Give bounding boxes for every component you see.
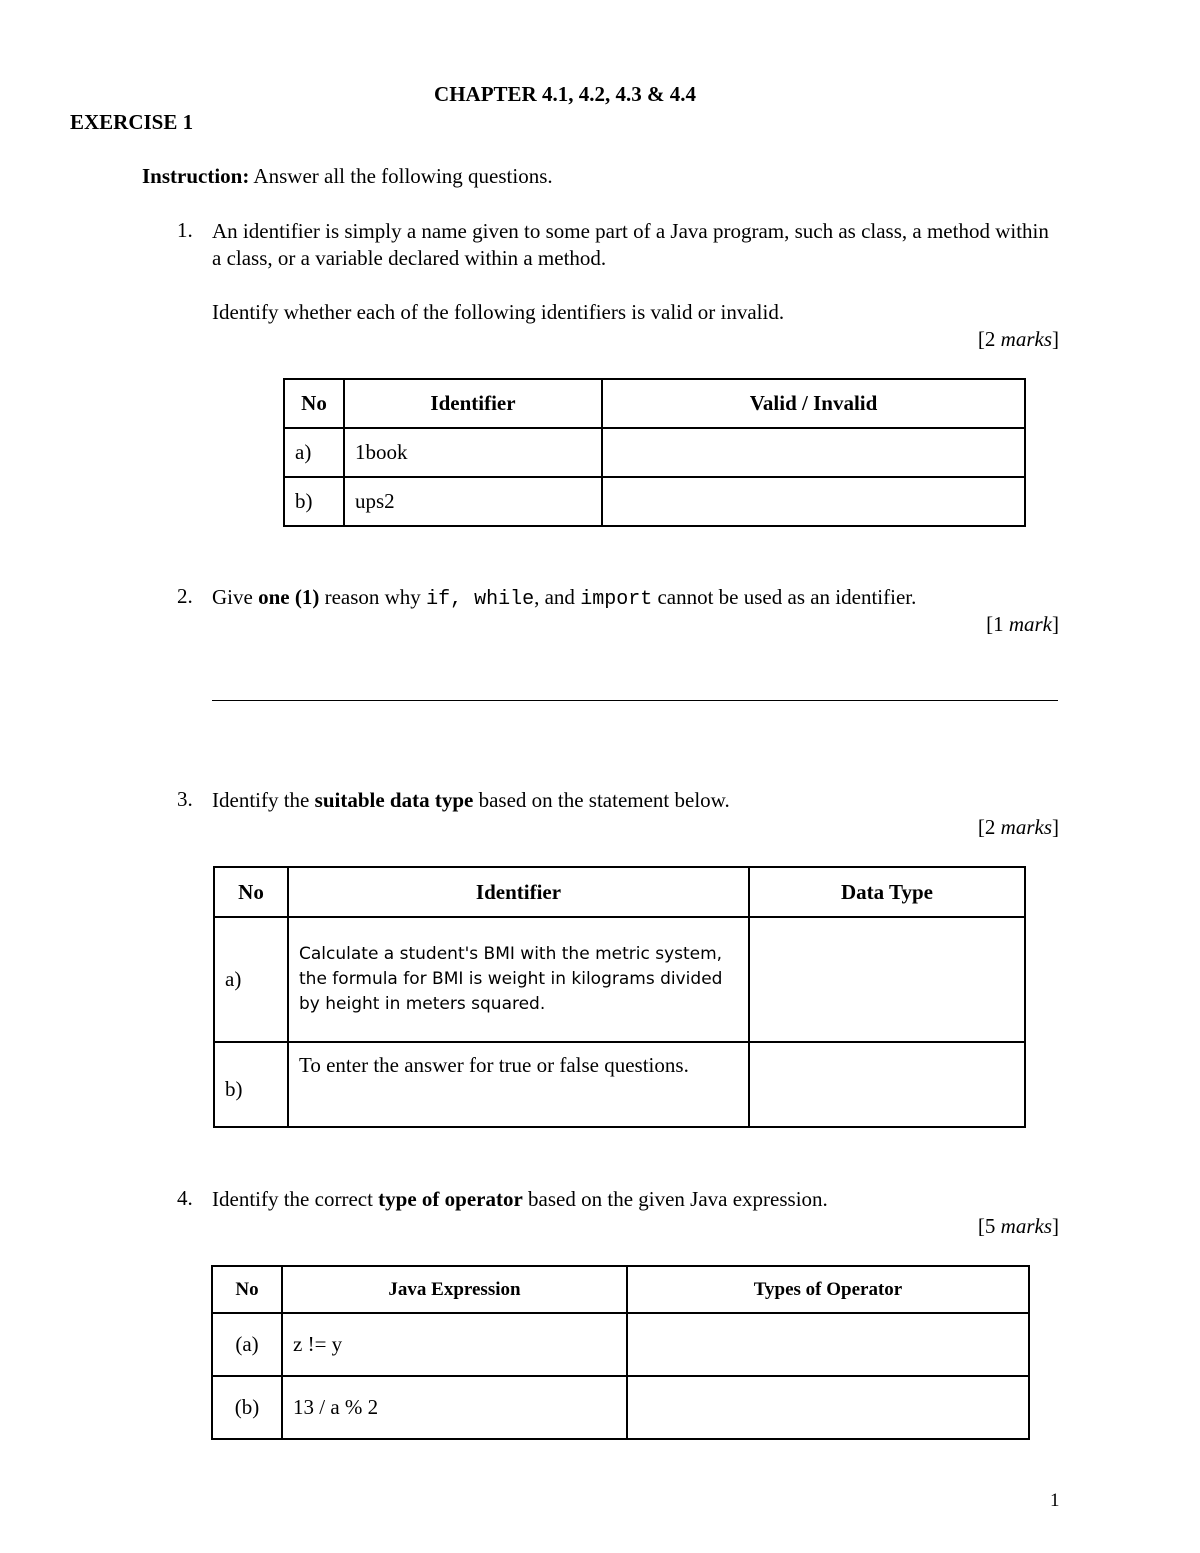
row-no: b) (284, 477, 344, 526)
row-identifier: Calculate a student's BMI with the metric system, the formula for BMI is weight in kilograms divided by height in meters squared. (299, 944, 723, 1014)
q3-table (213, 866, 1026, 1128)
q3-bold: suitable data type (314, 788, 474, 812)
row-expression: z != y (282, 1313, 627, 1376)
q1-text: An identifier is simply a name given to some part of a Java program, such as class, a method within a class, or a variable declared within a method. (212, 219, 1049, 270)
table-row (284, 428, 1025, 477)
row-identifier: 1book (344, 428, 602, 477)
header-no: No (214, 867, 288, 917)
header-valid-invalid: Valid / Invalid (602, 379, 1025, 428)
table-header-row (214, 867, 1025, 917)
q2-post: cannot be used as an identifier. (652, 585, 917, 609)
answer-cell[interactable] (602, 428, 1025, 477)
q3-marks-word: marks (1000, 815, 1052, 839)
q4-pre: Identify the correct (212, 1187, 379, 1211)
table-row (212, 1376, 1029, 1439)
header-java-expression: Java Expression (282, 1266, 627, 1313)
q3-marks-num: 2 (984, 815, 996, 839)
row-identifier: To enter the answer for true or false questions. (288, 1042, 749, 1127)
q4-table (211, 1265, 1030, 1440)
table-header-row (212, 1266, 1029, 1313)
q3-marks: [2 marks] (977, 815, 1059, 839)
exercise-title: EXERCISE 1 (70, 110, 194, 134)
header-types-of-operator: Types of Operator (627, 1266, 1029, 1313)
q3-pre: Identify the (212, 788, 315, 812)
header-identifier: Identifier (344, 379, 602, 428)
instruction-text: Answer all the following questions. (249, 164, 553, 188)
q4-text (212, 1186, 1062, 1213)
row-no: a) (284, 428, 344, 477)
table-row (214, 1042, 1025, 1127)
keyword-if: if, (426, 588, 463, 611)
q4-marks-num: 5 (984, 1214, 996, 1238)
header-identifier: Identifier (288, 867, 749, 917)
q3-post: based on the statement below. (473, 788, 730, 812)
instruction-label: Instruction: (142, 164, 250, 188)
header-no: No (212, 1266, 282, 1313)
instruction (142, 164, 553, 189)
row-no: a) (214, 917, 288, 1042)
page-number: 1 (1050, 1490, 1060, 1511)
answer-cell[interactable] (627, 1376, 1029, 1439)
q2-mid2: , and (534, 585, 581, 609)
row-no: (b) (212, 1376, 282, 1439)
q2-answer-line[interactable] (212, 700, 1058, 701)
answer-cell[interactable] (627, 1313, 1029, 1376)
header-data-type: Data Type (749, 867, 1025, 917)
table-row (284, 477, 1025, 526)
q2-marks: [1 mark] (986, 612, 1059, 636)
q1-marks-word: marks (1000, 327, 1052, 351)
q4-marks: [5 marks] (977, 1214, 1059, 1238)
table-row (214, 917, 1025, 1042)
q3-text (212, 787, 1062, 814)
row-expression: 13 / a % 2 (282, 1376, 627, 1439)
header-no: No (284, 379, 344, 428)
q1-marks: [2 marks] (977, 327, 1059, 351)
answer-cell[interactable] (602, 477, 1025, 526)
table-row (212, 1313, 1029, 1376)
q4-number: 4. (177, 1186, 193, 1210)
row-identifier: ups2 (344, 477, 602, 526)
q2-number: 2. (177, 584, 193, 608)
q2-text (212, 584, 1062, 613)
q4-post: based on the given Java expression. (522, 1187, 828, 1211)
answer-cell[interactable] (749, 917, 1025, 1042)
table-header-row (284, 379, 1025, 428)
keyword-while: while (474, 588, 535, 611)
chapter-title: CHAPTER 4.1, 4.2, 4.3 & 4.4 (434, 82, 696, 106)
q1-number: 1. (177, 218, 193, 242)
q2-marks-num: 1 (993, 612, 1004, 636)
q1-table (283, 378, 1026, 527)
q2-pre: Give (212, 585, 259, 609)
q2-marks-word: mark (1008, 612, 1052, 636)
keyword-import: import (580, 588, 653, 611)
q1-prompt: Identify whether each of the following identifiers is valid or invalid. (212, 300, 785, 324)
q3-number: 3. (177, 787, 193, 811)
answer-cell[interactable] (749, 1042, 1025, 1127)
q4-bold: type of operator (378, 1187, 523, 1211)
q2-bold: one (1) (258, 585, 320, 609)
row-no: b) (214, 1042, 288, 1127)
row-no: (a) (212, 1313, 282, 1376)
q4-marks-word: marks (1000, 1214, 1052, 1238)
q1-marks-num: 2 (984, 327, 996, 351)
q2-mid1: reason why (319, 585, 427, 609)
